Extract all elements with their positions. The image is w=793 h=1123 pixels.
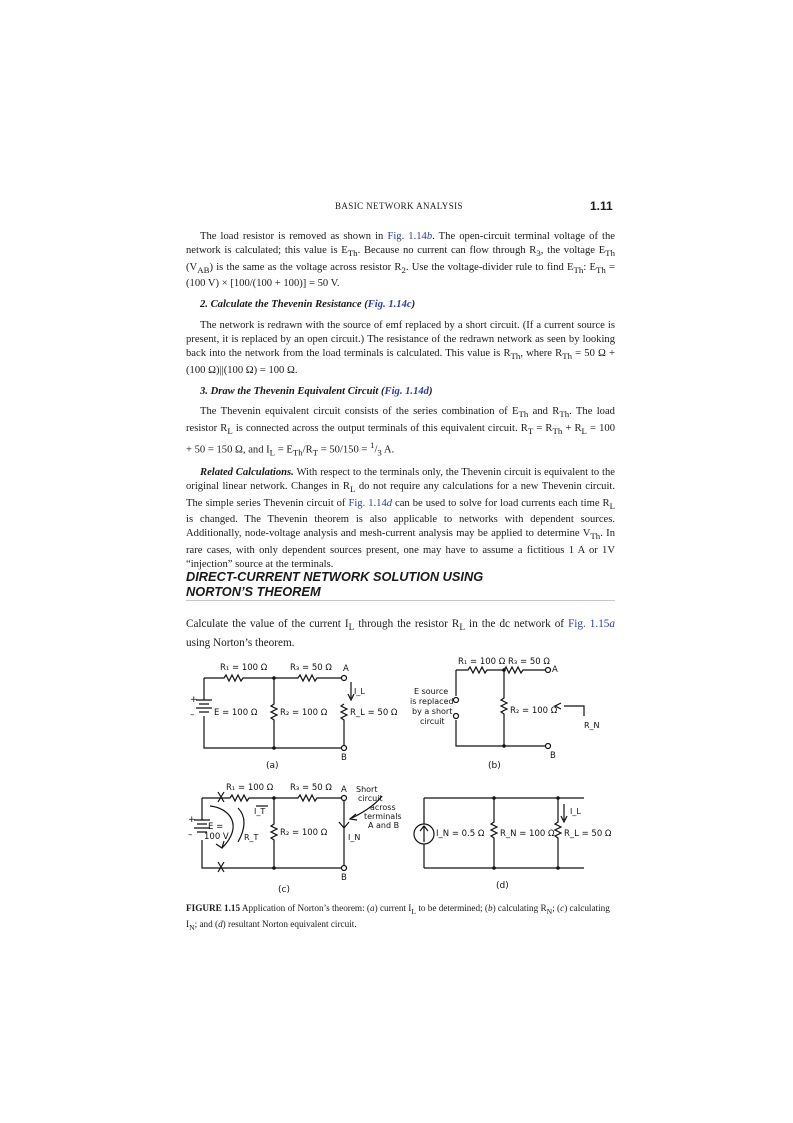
label-figure-c: (c) xyxy=(278,885,290,895)
label-c-minus: – xyxy=(188,830,193,840)
link-fig-1-14d-related[interactable]: Fig. 1.14d xyxy=(348,497,393,509)
label-a-node-b: B xyxy=(341,753,347,763)
paragraph-open-circuit-voltage: The load resistor is removed as shown in Fig. 1.14b. The open-circuit terminal voltage of the network is calculated; this value is $E_{Th}$. Because no current can flow through $R_3$, the voltage $E_{Th}$ $(V_{AB})$ is the same as the voltage across resistor $R_2$. Use the voltage-divider rule to find $E_{Th}$: $E_{Th} = (100$ V) × [100/(100 + 100)] = 50 V. xyxy=(186,231,615,290)
link-fig-1-14b[interactable]: Fig. 1.14b xyxy=(387,231,433,242)
step-3-heading: 3. Draw the Thevenin Equivalent Circuit (Fig. 1.14d) xyxy=(200,386,433,397)
label-c-r2: R₂ = 100 Ω xyxy=(280,828,328,838)
circuit-diagrams xyxy=(186,656,615,900)
running-head-title: BASIC NETWORK ANALYSIS xyxy=(335,201,463,211)
label-a-il: I_L xyxy=(354,687,365,696)
paragraph-related-calculations: Related Calculations. With respect to the terminals only, the Thevenin circuit is equivalent to the original linear network. Changes in $R_L$ do not require any calculations for a new Thevenin circuit. The simple series Thevenin circuit of Fig. 1.14d can be used to solve for load currents each time $R_L$ is changed. The Thevenin theorem is also applicable to networks with dependent sources. Additionally, node-voltage analysis and mesh-current analysis may be applied to determine $V_{Th}$. In rare cases, with only dependent sources present, one may have to assume a fictitious 1 A or 1V “injection” source at the terminals. xyxy=(186,467,616,571)
label-c-node-a: A xyxy=(341,785,347,795)
label-b-note-1: E source xyxy=(414,687,449,696)
label-figure-a: (a) xyxy=(266,761,279,771)
label-a-r1: R₁ = 100 Ω xyxy=(220,663,268,673)
link-fig-1-14d[interactable]: Fig. 1.14d xyxy=(384,386,429,397)
label-c-plus: + xyxy=(188,815,196,825)
label-b-r3: R₃ = 50 Ω xyxy=(508,657,550,667)
label-a-node-a: A xyxy=(343,664,349,674)
figure-caption: FIGURE 1.15 Application of Norton’s theorem: (a) current $I_L$ to be determined; (b) calculating $R_N$; (c) calculating $I_N$; and (d) resultant Norton equivalent circuit. xyxy=(186,903,610,932)
problem-statement: Calculate the value of the current $I_L$ through the resistor $R_L$ in the dc network of Fig. 1.15a using Norton’s theorem. xyxy=(186,618,615,650)
section-rule xyxy=(186,600,615,601)
link-fig-1-15a[interactable]: Fig. 1.15a xyxy=(568,618,615,630)
paragraph-thevenin-resistance: The network is redrawn with the source of emf replaced by a short circuit. (If a current source is present, it is replaced by an open circuit.) The resistance of the redrawn network as seen by looking back into the network from the load terminals is calculated. This value is $R_{Th}$, where $R_{Th} = 50$ Ω + (100 Ω)||(100 Ω) = 100 Ω. xyxy=(186,319,616,376)
label-c-node-b: B xyxy=(341,873,347,883)
paragraph-thevenin-equivalent: The Thevenin equivalent circuit consists of the series combination of $E_{Th}$ and $R_{Th}$. The load resistor $R_L$ is connected across the output terminals of this equivalent circuit. $R_T = R_{Th} + R_L = 100 + 50 = 150$ Ω, and $I_L = E_{Th}/R_T = 50/150 = ^1/_3$ A. xyxy=(186,406,616,458)
label-a-rl: R_L = 50 Ω xyxy=(350,708,398,718)
label-b-r1: R₁ = 100 Ω xyxy=(458,657,506,667)
body-text xyxy=(186,230,615,572)
label-c-note-4: terminals xyxy=(364,812,402,821)
label-d-rl: R_L = 50 Ω xyxy=(564,829,612,839)
label-b-note-2: is replaced xyxy=(410,697,454,706)
label-figure-d: (d) xyxy=(496,881,509,891)
label-b-rn: R_N xyxy=(584,721,600,730)
label-d-rn: R_N = 100 Ω xyxy=(500,829,555,839)
label-c-e-1: E = xyxy=(208,822,224,832)
section-heading xyxy=(186,569,615,599)
label-c-in: I_N xyxy=(348,833,361,842)
related-calculations-label: Related Calculations. xyxy=(200,467,294,479)
label-d-il: I_L xyxy=(570,807,581,816)
label-figure-b: (b) xyxy=(488,761,501,771)
link-fig-1-14c[interactable]: Fig. 1.14c xyxy=(367,299,412,311)
label-a-plus: + xyxy=(190,695,198,705)
label-a-e: E = 100 Ω xyxy=(214,708,258,718)
page-number: 1.11 xyxy=(590,199,613,213)
label-b-note-4: circuit xyxy=(420,717,445,726)
figure-1-15 xyxy=(186,656,615,900)
label-c-it: I_T xyxy=(254,807,266,816)
label-c-note-2: circuit xyxy=(358,794,383,803)
step-2-heading: 2. Calculate the Thevenin Resistance (Fig. 1.14c) xyxy=(200,299,416,311)
label-a-r3: R₃ = 50 Ω xyxy=(290,663,332,673)
running-head xyxy=(0,199,793,215)
label-c-note-3: across xyxy=(370,803,396,812)
label-d-in: I_N = 0.5 Ω xyxy=(436,829,485,839)
label-a-r2: R₂ = 100 Ω xyxy=(280,708,328,718)
label-b-r2: R₂ = 100 Ω xyxy=(510,706,558,716)
label-c-note-1: Short xyxy=(356,785,378,794)
label-c-r1: R₁ = 100 Ω xyxy=(226,783,274,793)
label-b-node-b: B xyxy=(550,751,556,761)
label-c-note-5: A and B xyxy=(368,821,400,830)
label-b-node-a: A xyxy=(552,665,558,675)
section-heading-line-1: DIRECT-CURRENT NETWORK SOLUTION USING xyxy=(186,569,484,584)
label-c-e-2: 100 V xyxy=(204,832,229,842)
label-c-r3: R₃ = 50 Ω xyxy=(290,783,332,793)
label-c-rt: R_T xyxy=(244,833,259,842)
caption-label: FIGURE 1.15 xyxy=(186,903,241,913)
label-a-minus: – xyxy=(190,710,195,720)
label-b-note-3: by a short xyxy=(412,707,453,716)
section-heading-line-2: NORTON’S THEOREM xyxy=(186,584,321,599)
